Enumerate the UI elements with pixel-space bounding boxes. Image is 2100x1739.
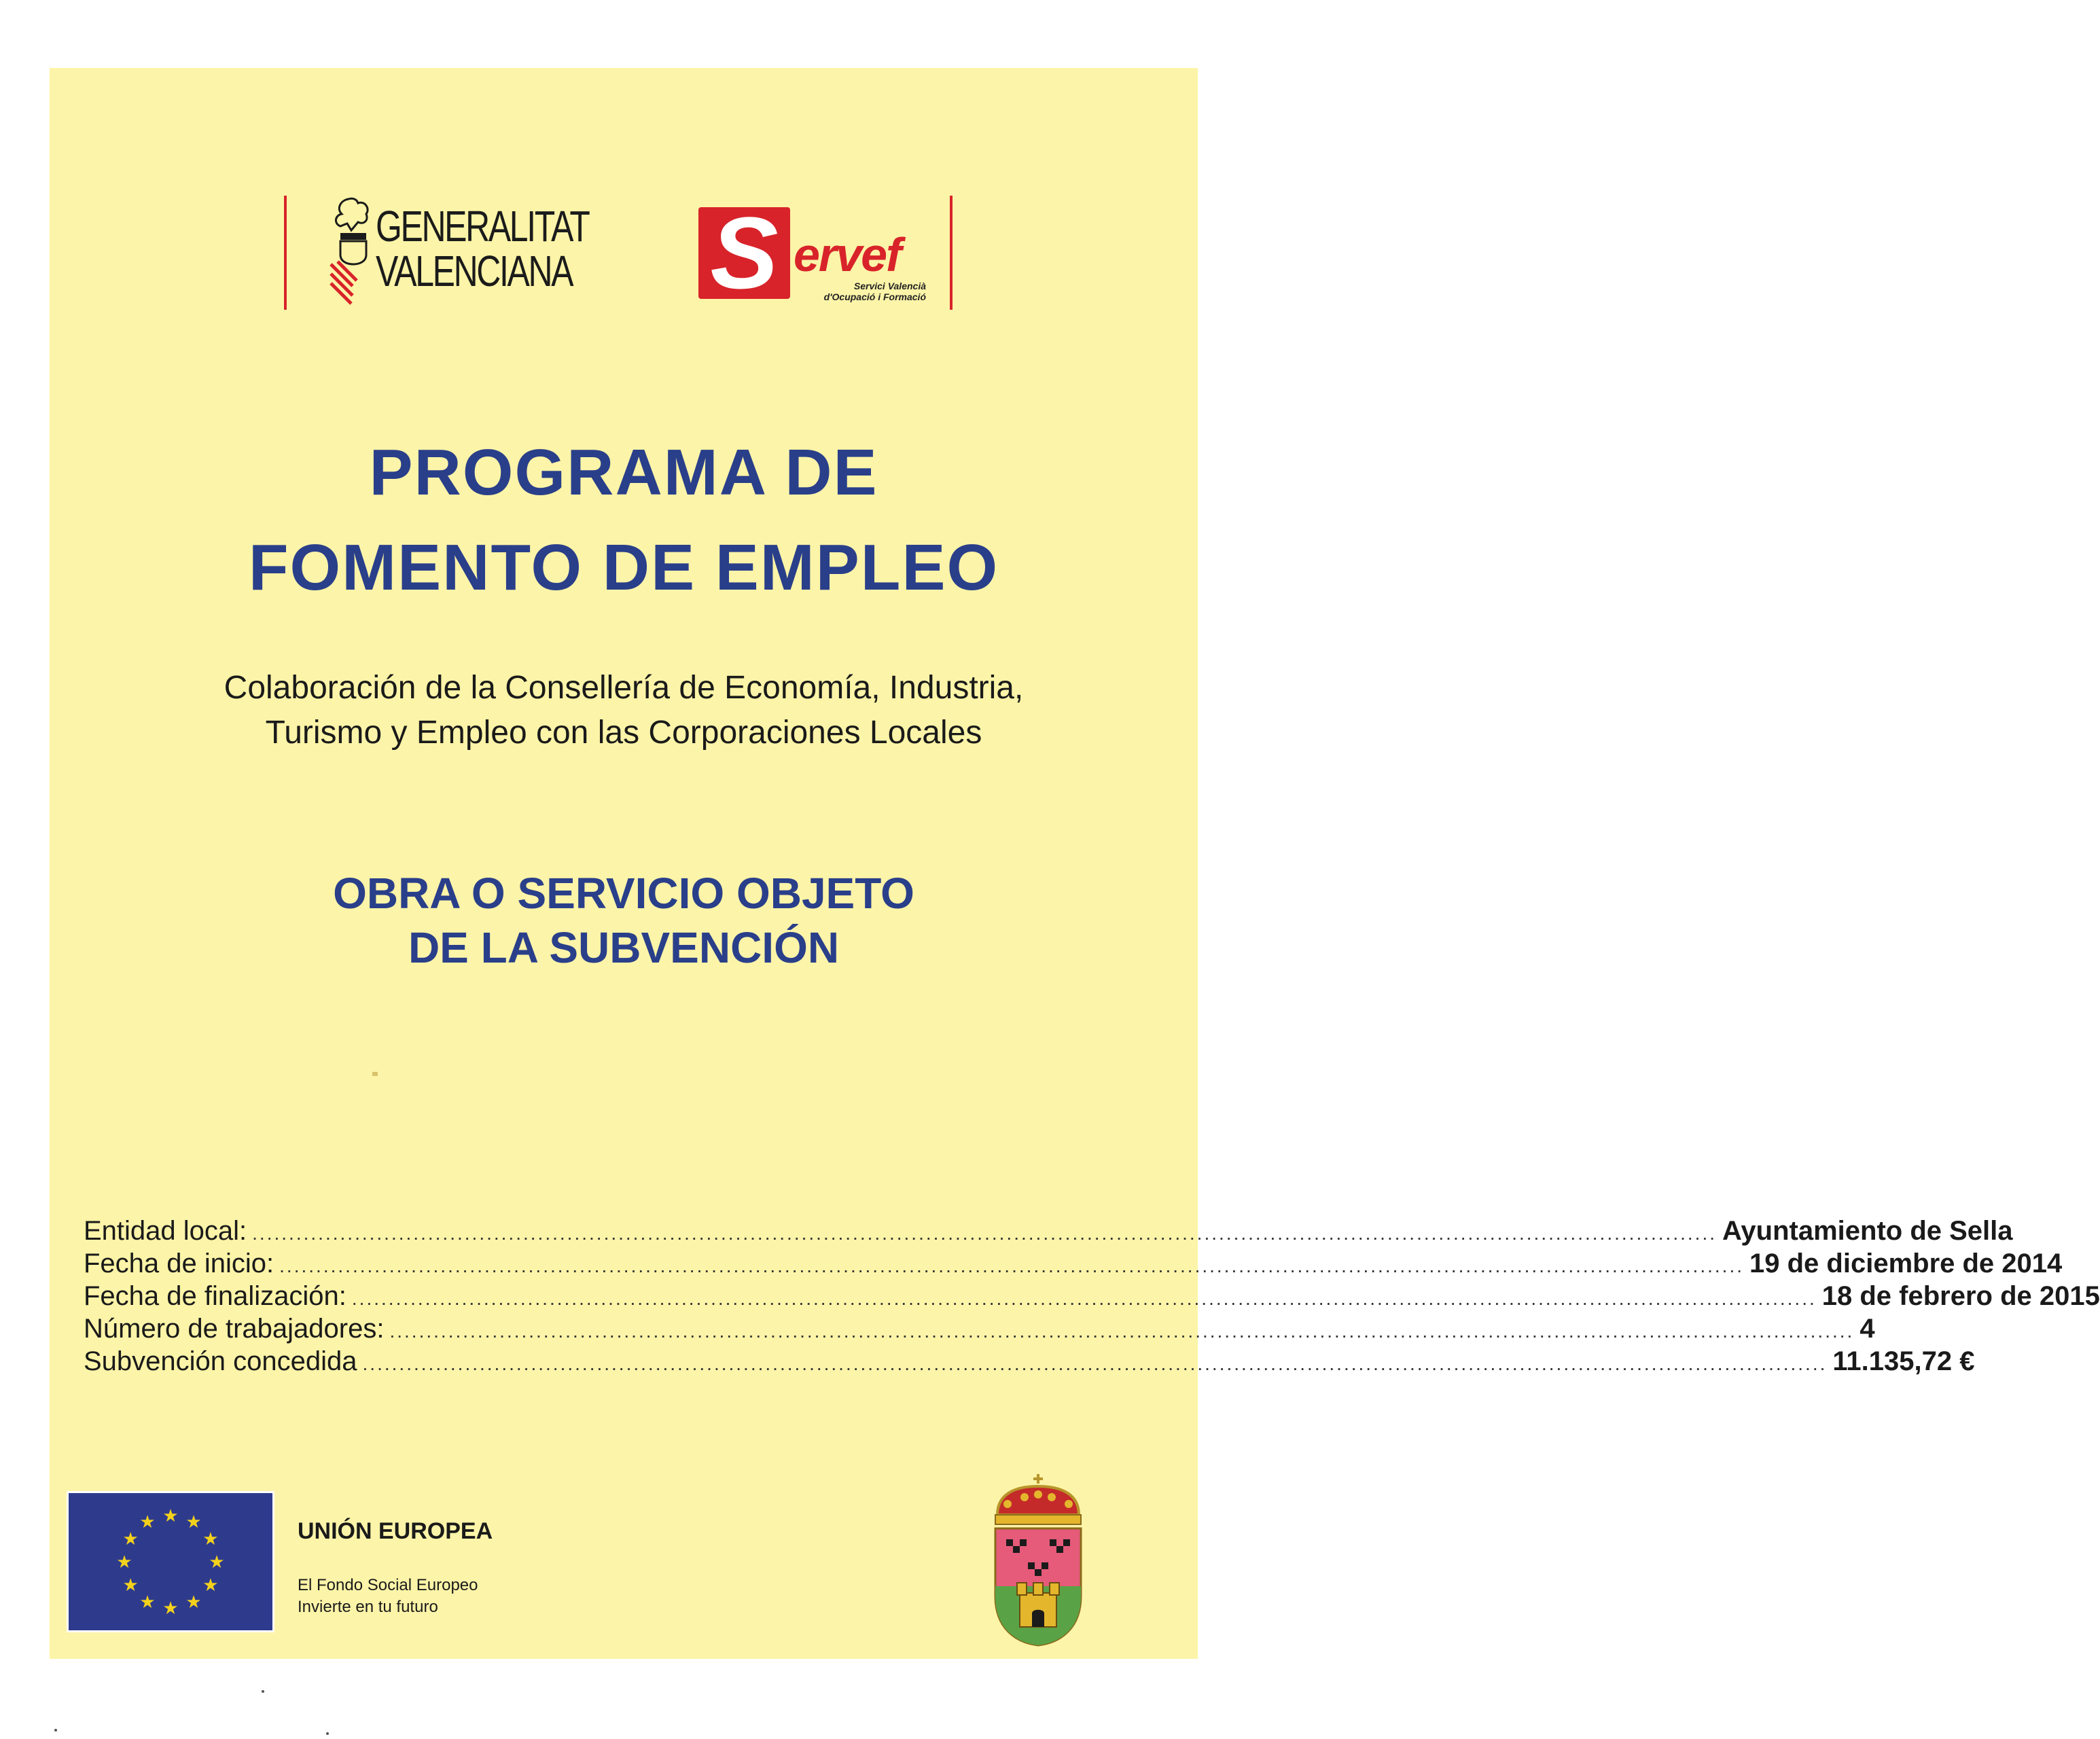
eu-star-icon: ★ xyxy=(122,1575,139,1595)
detail-row-fecha-fin xyxy=(84,1281,2100,1314)
eu-star-icon: ★ xyxy=(202,1528,219,1549)
eu-title: UNIÓN EUROPEA xyxy=(298,1518,493,1544)
eu-star-icon: ★ xyxy=(139,1591,156,1612)
detail-value: Ayuntamiento de Sella xyxy=(1722,1216,2013,1246)
divider-right xyxy=(950,196,953,310)
program-title-line1: PROGRAMA DE xyxy=(369,436,878,509)
leader-dots: ........................................................................................................................................................................................................ xyxy=(279,1255,1745,1276)
eu-subtitle-line1: El Fondo Social Europeo xyxy=(298,1576,478,1594)
detail-label: Entidad local: xyxy=(84,1216,247,1246)
eu-star-icon: ★ xyxy=(185,1511,202,1532)
detail-value: 18 de febrero de 2015 xyxy=(1821,1281,2100,1311)
servef-subtitle-line1: Servici Valencià xyxy=(853,281,926,291)
detail-label: Fecha de inicio: xyxy=(84,1249,274,1278)
leader-dots: ........................................................................................................................................................................................................ xyxy=(252,1223,1718,1244)
scan-speck xyxy=(54,1729,57,1732)
scan-speck xyxy=(326,1732,329,1735)
scan-mark xyxy=(372,1072,378,1076)
divider-left xyxy=(284,196,287,310)
servef-logo xyxy=(698,196,926,310)
eu-star-icon: ★ xyxy=(202,1575,219,1595)
detail-row-trabajadores xyxy=(84,1314,1875,1346)
eu-star-icon: ★ xyxy=(116,1552,132,1572)
detail-label: Subvención concedida xyxy=(84,1346,357,1376)
detail-value: 19 de diciembre de 2014 xyxy=(1749,1249,2063,1278)
poster xyxy=(50,68,2100,1659)
details-list xyxy=(84,1216,2100,1379)
detail-value: 4 xyxy=(1859,1314,1875,1344)
detail-row-fecha-inicio xyxy=(84,1249,2063,1281)
leader-dots: ........................................................................................................................................................................................................ xyxy=(389,1321,1855,1342)
detail-row-subvencion xyxy=(84,1346,1975,1379)
eu-subtitle-line2: Invierte en tu futuro xyxy=(298,1598,438,1616)
generalitat-emblem-icon xyxy=(328,194,376,306)
eu-star-icon: ★ xyxy=(162,1505,179,1526)
eu-star-icon: ★ xyxy=(185,1591,202,1612)
eu-star-icon: ★ xyxy=(162,1598,179,1618)
generalitat-line1: GENERALITAT xyxy=(376,202,589,251)
eu-star-icon: ★ xyxy=(139,1511,156,1532)
generalitat-line2: VALENCIANA xyxy=(376,247,573,295)
scan-speck xyxy=(262,1690,264,1693)
collaboration-line1: Colaboración de la Consellería de Economía, Industria, xyxy=(224,670,1024,706)
servef-wordmark: ervef xyxy=(794,228,901,281)
obra-heading xyxy=(50,866,1198,975)
leader-dots: ........................................................................................................................................................................................................ xyxy=(362,1353,1828,1374)
leader-dots: ........................................................................................................................................................................................................ xyxy=(351,1288,1817,1309)
servef-subtitle xyxy=(821,281,926,302)
servef-s-box: S xyxy=(698,207,790,299)
collaboration-text xyxy=(50,666,1198,755)
eu-flag-icon xyxy=(67,1491,274,1632)
eu-subtitle xyxy=(298,1575,478,1618)
generalitat-wordmark xyxy=(376,204,589,293)
eu-star-icon: ★ xyxy=(209,1552,225,1572)
detail-value: 11.135,72 € xyxy=(1832,1346,1975,1376)
detail-label: Número de trabajadores: xyxy=(84,1314,385,1344)
obra-heading-line1: OBRA O SERVICIO OBJETO xyxy=(333,869,914,918)
obra-heading-line2: DE LA SUBVENCIÓN xyxy=(408,923,840,972)
detail-label: Fecha de finalización: xyxy=(84,1281,346,1311)
sella-coat-of-arms-icon xyxy=(987,1474,1089,1651)
program-title-line2: FOMENTO DE EMPLEO xyxy=(248,531,999,604)
collaboration-line2: Turismo y Empleo con las Corporaciones Locales xyxy=(265,715,982,751)
detail-row-entidad xyxy=(84,1216,2013,1249)
eu-star-icon: ★ xyxy=(122,1528,139,1549)
servef-subtitle-line2: d'Ocupació i Formació xyxy=(823,291,926,302)
